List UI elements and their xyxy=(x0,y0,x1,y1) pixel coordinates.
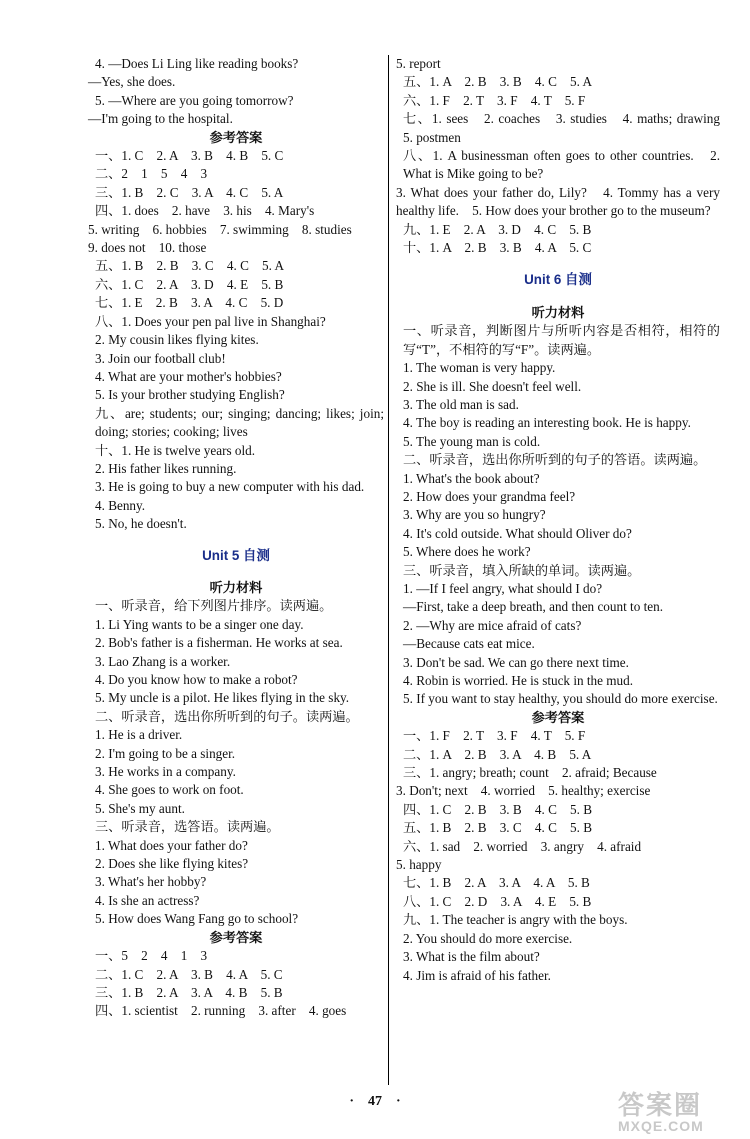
text-line: 4. Do you know how to make a robot? xyxy=(95,672,298,687)
answer-line: 八、1. Does your pen pal live in Shanghai? xyxy=(95,313,326,329)
text-line: 3. Why are you so hungry? xyxy=(403,507,546,523)
answer-line: 3. He is going to buy a new computer with his dad. xyxy=(95,479,365,495)
text-line: 5. Where does he work? xyxy=(403,544,531,560)
section-title-unit-6: Unit 6 自测 xyxy=(524,272,592,288)
answer-line: 九、1. The teacher is angry with the boys. xyxy=(403,912,628,928)
answer-line: 八、1. A businessman often goes to other countries. 2. What is Mike going to be? xyxy=(403,148,720,182)
text-line: 2. Bob's father is a fisherman. He works at sea. xyxy=(95,635,343,651)
answer-line: 3. Join our football club! xyxy=(95,350,226,366)
answer-line: 五、1. A 2. B 3. B 4. C 5. A xyxy=(403,74,593,90)
answer-line: 六、1. F 2. T 3. F 4. T 5. F xyxy=(403,92,586,108)
answer-key-heading: 参考答案 xyxy=(531,709,585,725)
text-line: 1. What does your father do? xyxy=(95,837,248,853)
answer-line: 九、1. E 2. A 3. D 4. C 5. B xyxy=(403,221,592,237)
text-line: 1. He is a driver. xyxy=(95,727,183,743)
answer-line: 四、1. scientist 2. running 3. after 4. goes xyxy=(95,1003,347,1019)
text-line: 3. He works in a company. xyxy=(95,764,236,780)
text-line: 1. Li Ying wants to be a singer one day. xyxy=(95,616,304,632)
answer-line: 三、1. angry; breath; count 2. afraid; Because xyxy=(403,765,657,781)
answer-key-heading: 参考答案 xyxy=(209,929,263,945)
answer-line: 六、1. sad 2. worried 3. angry 4. afraid xyxy=(403,838,642,854)
answer-line: 二、1. C 2. A 3. B 4. A 5. C xyxy=(95,966,283,982)
answer-key-heading: 参考答案 xyxy=(209,129,263,145)
watermark-logo xyxy=(618,1092,742,1136)
watermark-site: MXQE.COM xyxy=(618,1118,704,1134)
text-line: 3. The old man is sad. xyxy=(403,396,519,412)
answer-line: 二、2 1 5 4 3 xyxy=(95,166,208,182)
left-column xyxy=(88,55,384,1021)
answer-line: 4. Benny. xyxy=(95,497,146,513)
answer-line: 一、1. C 2. A 3. B 4. B 5. C xyxy=(95,148,284,164)
instruction-line: 二、听录音，选出你所听到的句子的答语。读两遍。 xyxy=(403,452,707,468)
answer-line: 二、1. A 2. B 3. A 4. B 5. A xyxy=(403,746,592,762)
text-line: 3. Don't be sad. We can go there next time. xyxy=(403,654,629,670)
text-line: 5. If you want to stay healthy, you should do more exercise. xyxy=(403,691,718,707)
answer-line: 2. My cousin likes flying kites. xyxy=(95,332,259,348)
answer-line: 5. No, he doesn't. xyxy=(95,516,187,532)
answer-line: 七、1. sees 2. coaches 3. studies 4. maths; drawing 5. postmen xyxy=(403,111,734,145)
instruction-line: 一、听录音，判断图片与所听内容是否相符，相符的写“T”，不相符的写“F”。读两遍。 xyxy=(403,323,720,357)
instruction-line: 三、听录音，填入所缺的单词。读两遍。 xyxy=(403,562,641,578)
answer-line: 六、1. C 2. A 3. D 4. E 5. B xyxy=(95,276,284,292)
answer-line: 三、1. B 2. A 3. A 4. B 5. B xyxy=(95,984,283,1000)
instruction-line: 三、听录音，选答语。读两遍。 xyxy=(95,819,280,835)
text-line: 4. She goes to work on foot. xyxy=(95,782,244,798)
answer-line: 3. Don't; next 4. worried 5. healthy; exercise xyxy=(396,783,651,799)
answer-line: 一、5 2 4 1 3 xyxy=(95,948,208,964)
listening-heading: 听力材料 xyxy=(209,579,263,595)
text-line: 5. My uncle is a pilot. He likes flying in the sky. xyxy=(95,690,350,706)
text-line: 5. How does Wang Fang go to school? xyxy=(95,911,299,927)
text-line: —I'm going to the hospital. xyxy=(88,111,233,127)
listening-heading: 听力材料 xyxy=(531,304,585,320)
answer-line: 2. His father likes running. xyxy=(95,460,237,476)
text-line: 2. Does she like flying kites? xyxy=(95,856,249,872)
column-divider xyxy=(388,55,389,1085)
answer-line: 4. Jim is afraid of his father. xyxy=(403,967,551,983)
watermark-mark: 答案圈 xyxy=(618,1090,703,1120)
text-line: —Yes, she does. xyxy=(88,74,176,90)
text-line: 4. —Does Li Ling like reading books? xyxy=(95,56,299,71)
answer-line: 5. Is your brother studying English? xyxy=(95,387,285,403)
answer-line: 五、1. B 2. B 3. C 4. C 5. B xyxy=(403,820,593,836)
section-title-unit-5: Unit 5 自测 xyxy=(202,547,270,563)
instruction-line: 二、听录音，选出你所听到的句子。读两遍。 xyxy=(95,708,359,724)
answer-line: 八、1. C 2. D 3. A 4. E 5. B xyxy=(403,893,592,909)
instruction-line: 一、听录音，给下列图片排序。读两遍。 xyxy=(95,598,333,614)
answer-line: 十、1. A 2. B 3. B 4. A 5. C xyxy=(403,240,592,256)
answer-line: 5. happy xyxy=(396,857,442,873)
text-line: 2. —Why are mice afraid of cats? xyxy=(403,617,582,633)
text-line: 4. Robin is worried. He is stuck in the mud. xyxy=(403,673,634,688)
right-column xyxy=(396,55,734,985)
answer-line: 七、1. B 2. A 3. A 4. A 5. B xyxy=(403,875,590,891)
answer-line: 五、1. B 2. B 3. C 4. C 5. A xyxy=(95,258,285,274)
text-line: 1. The woman is very happy. xyxy=(403,360,556,376)
text-line: 2. I'm going to be a singer. xyxy=(95,745,236,761)
text-line: 5. —Where are you going tomorrow? xyxy=(95,92,294,108)
answer-line: 5. report xyxy=(396,56,441,71)
text-line: 4. The boy is reading an interesting book. He is happy. xyxy=(403,415,691,431)
answer-line: 九、are; students; our; singing; dancing; likes; join; doing; stories; cooking; lives xyxy=(95,405,384,440)
text-line: 5. She's my aunt. xyxy=(95,800,185,816)
answer-line: 四、1. C 2. B 3. B 4. C 5. B xyxy=(403,801,593,817)
answer-line: 三、1. B 2. C 3. A 4. C 5. A xyxy=(95,184,284,200)
text-line: 3. What's her hobby? xyxy=(95,874,207,890)
text-line: 1. What's the book about? xyxy=(403,470,540,486)
text-line: 2. How does your grandma feel? xyxy=(403,488,576,504)
answer-line: 七、1. E 2. B 3. A 4. C 5. D xyxy=(95,295,284,311)
answer-line: 5. writing 6. hobbies 7. swimming 8. studies xyxy=(88,221,352,237)
text-line: 3. Lao Zhang is a worker. xyxy=(95,653,231,669)
page-number: · 47 · xyxy=(349,1094,401,1109)
answer-line: 9. does not 10. those xyxy=(88,240,207,256)
text-line: 4. Is she an actress? xyxy=(95,892,200,908)
answer-line: 十、1. He is twelve years old. xyxy=(95,442,256,458)
answer-line: 四、1. does 2. have 3. his 4. Mary's xyxy=(95,203,315,219)
answer-line: 一、1. F 2. T 3. F 4. T 5. F xyxy=(403,728,586,744)
text-line: 4. It's cold outside. What should Oliver do? xyxy=(403,525,632,541)
text-line: 5. The young man is cold. xyxy=(403,433,541,449)
text-line: —First, take a deep breath, and then count to ten. xyxy=(403,599,664,615)
answer-line: 3. What does your father do, Lily? 4. Tommy has a very healthy life. 5. How does your brother go to the museum? xyxy=(396,184,720,219)
answer-line: 3. What is the film about? xyxy=(403,949,540,965)
text-line: 1. —If I feel angry, what should I do? xyxy=(403,580,603,596)
text-line: 2. She is ill. She doesn't feel well. xyxy=(403,378,582,394)
text-line: —Because cats eat mice. xyxy=(403,636,535,652)
answer-line: 4. What are your mother's hobbies? xyxy=(95,368,282,384)
answer-line: 2. You should do more exercise. xyxy=(403,930,573,946)
